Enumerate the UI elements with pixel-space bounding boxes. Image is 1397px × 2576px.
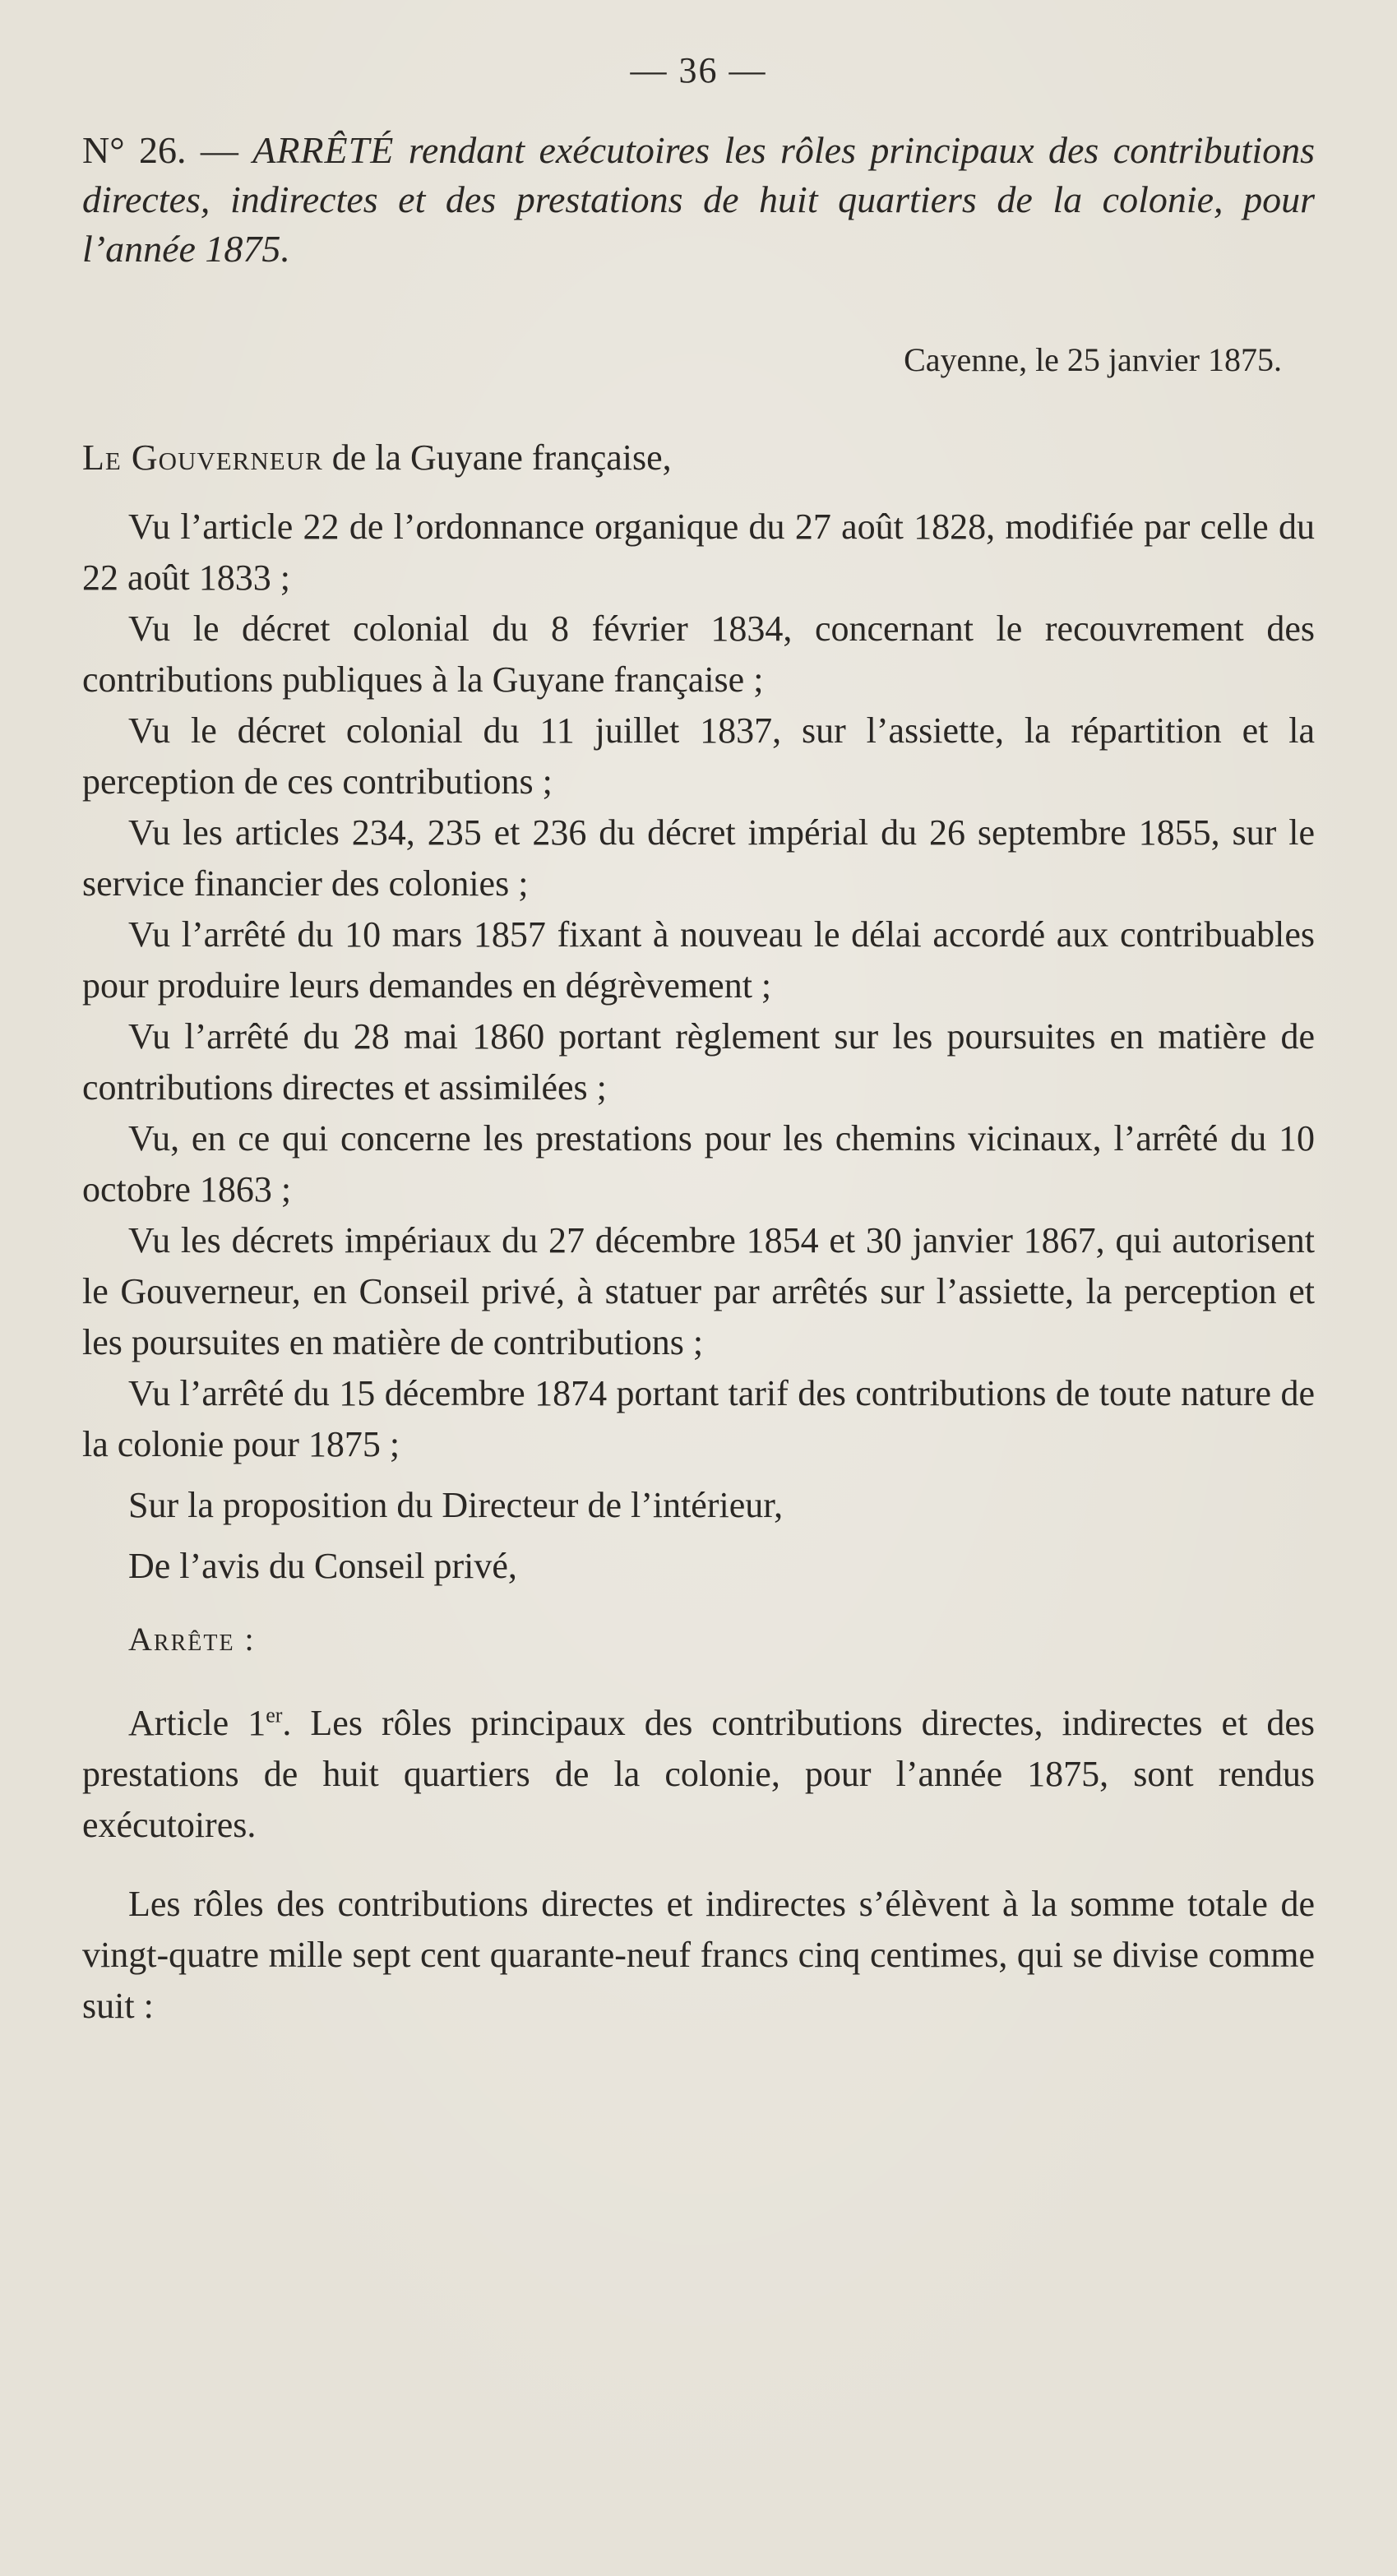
governor-line <box>82 437 1315 479</box>
article-1-text: . Les rôles principaux des contributions directes, indirectes et des prestations de huit quartiers de la colonie, pour l’année 1875, sont rendus exécutoires. <box>82 1703 1315 1846</box>
consideration: Vu l’arrêté du 15 décembre 1874 portant tarif des contributions de toute nature de la colonie pour 1875 ; <box>82 1373 1315 1465</box>
act-heading <box>82 126 1315 273</box>
governor-title: Le Gouverneur <box>82 437 323 479</box>
article-1-sup: er <box>266 1703 283 1727</box>
paragraph-2: Les rôles des contributions directes et indirectes s’élèvent à la somme totale de vingt-quatre mille sept cent quarante-neuf francs cinq centimes, qui se divise comme suit : <box>82 1884 1315 2027</box>
consideration: Vu les articles 234, 235 et 236 du décret impérial du 26 septembre 1855, sur le service financier des colonies ; <box>82 812 1315 904</box>
consideration: Vu l’arrêté du 28 mai 1860 portant règlement sur les poursuites en matière de contributions directes et assimilées ; <box>82 1016 1315 1108</box>
dateline: Cayenne, le 25 janvier 1875. <box>904 341 1282 379</box>
considerations <box>82 502 1315 1470</box>
act-type: ARRÊTÉ <box>252 129 395 171</box>
article-1 <box>82 1698 1315 1851</box>
act-title: rendant exécutoires les rôles principaux des contributions directes, indirectes et des prestations de huit quartiers de la colonie, pour l’année 1875. <box>82 129 1316 270</box>
consideration: Vu l’arrêté du 10 mars 1857 fixant à nouveau le délai accordé aux contribuables pour produire leurs demandes en dégrèvement ; <box>82 914 1315 1006</box>
article-1-label: Article 1 <box>128 1703 266 1744</box>
page-number: — 36 — <box>630 50 767 90</box>
avis-line: De l’avis du Conseil privé, <box>128 1546 517 1587</box>
consideration: Vu, en ce qui concerne les prestations pour les chemins vicinaux, l’arrêté du 10 octobre 1863 ; <box>82 1118 1315 1210</box>
consideration: Vu l’article 22 de l’ordonnance organique du 27 août 1828, modifiée par celle du 22 août 1833 ; <box>82 506 1315 599</box>
consideration: Vu le décret colonial du 11 juillet 1837, sur l’assiette, la répartition et la perception de ces contributions ; <box>82 710 1315 802</box>
heading-dash: — <box>200 129 238 171</box>
proposition-line: Sur la proposition du Directeur de l’intérieur, <box>128 1485 784 1526</box>
act-number: N° 26. <box>82 129 187 171</box>
arrete-label: Arrête : <box>128 1621 256 1658</box>
consideration: Vu le décret colonial du 8 février 1834, concernant le recouvrement des contributions publiques à la Guyane française ; <box>82 608 1315 701</box>
governor-rest: de la Guyane française, <box>331 437 672 479</box>
consideration: Vu les décrets impériaux du 27 décembre 1854 et 30 janvier 1867, qui autorisent le Gouverneur, en Conseil privé, à statuer par arrêtés sur l’assiette, la perception et les poursuites en matière de contributions ; <box>82 1220 1315 1363</box>
